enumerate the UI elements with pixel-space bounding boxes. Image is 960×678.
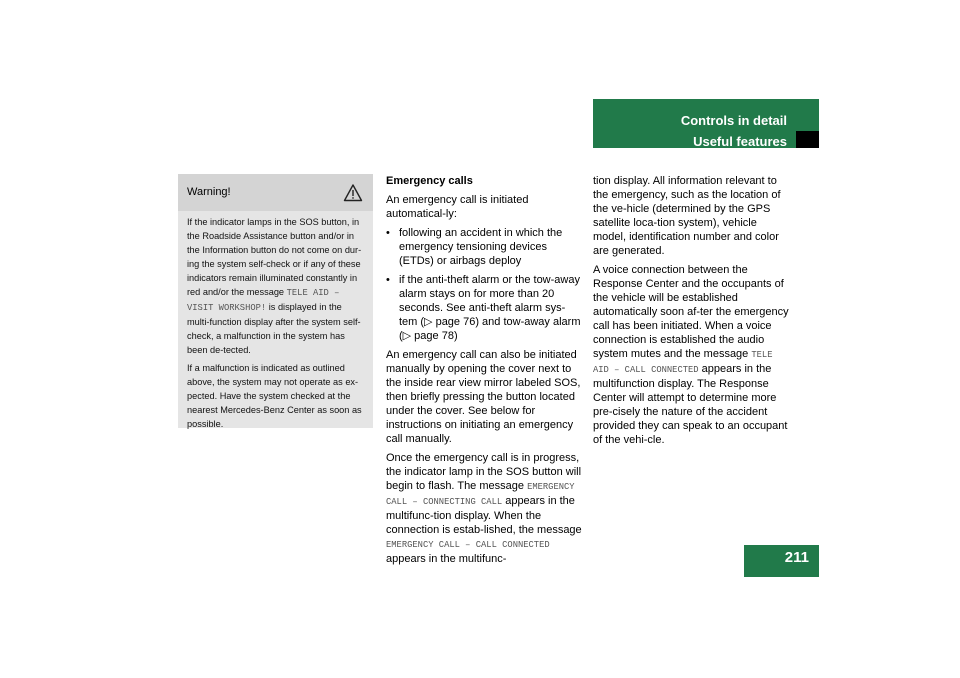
warning-header [178,174,373,211]
display-message: EMERGENCY CALL – CONNECTING CALL [386,482,575,507]
list-item [386,226,582,268]
display-message: TELE AID – VISIT WORKSHOP! [187,288,340,313]
warning-paragraph-2: If a malfunction is indicated as outlined above, the system may not operate as ex-pected. Have the system checked at the nearest Mercedes-Benz Center as soon as possible. [187,363,362,429]
paragraph [593,263,791,447]
list-item-text: if the anti-theft alarm or the tow-away alarm stays on for more than 20 seconds. See anti-theft alarm sys-tem (▷ page 76) and tow-away alarm (▷ page 78) [399,274,581,342]
paragraph-text: A voice connection between the Response Center and the occupants of the vehicle will be established automatically soon af-ter the emergency call has been initiated. When a voice connection is established the audio system mutes and the message [593,264,789,360]
paragraph-text: appears in the multifunc-tion display. When the connection is estab-lished, the message [386,495,582,536]
paragraph: An emergency call can also be initiated manually by opening the cover next to the inside rear view mirror labeled SOS, then briefly pressing the button located under the cover. See below for instructions on initiating an emergency call manually. [386,349,581,445]
bullet-dot-icon: • [386,274,390,286]
section-subtitle: Useful features [693,134,787,149]
paragraph-text: appears in the multifunc- [386,553,507,565]
paragraph: tion display. All information relevant to the emergency, such as the location of the ve-hicle (determined by the GPS satellite loca-tion system), vehicle model, identification number and color are generated. [593,175,781,257]
list-item-text: following an accident in which the emergency tensioning devices (ETDs) or airbags deploy [399,227,563,267]
paragraph: An emergency call is initiated automatical-ly: [386,194,529,220]
section-title: Controls in detail [680,113,787,128]
display-message: EMERGENCY CALL – CALL CONNECTED [386,540,550,550]
paragraph [386,451,582,566]
warning-text: is displayed in the multi-function display after the system self-check, a malfunction in the system has been de-tected. [187,302,361,355]
page-number-box [744,545,819,577]
paragraph-text: appears in the multifunction display. The Response Center will attempt to determine more pre-cisely the nature of the accident provided they can speak to an occupant of the vehi-cle. [593,363,788,446]
paragraph-text: Once the emergency call is in progress, the indicator lamp in the SOS button will begin to flash. The message [386,452,582,492]
header-marker [796,131,819,148]
list-item [386,273,582,343]
warning-text: If the indicator lamps in the SOS button, in the Roadside Assistance button and/or in the Information button do not come on dur-ing the system self-check or if any of these indicators remain illuminated constantly in red and/or the message [187,217,362,297]
emergency-calls-heading: Emergency calls [386,175,473,187]
warning-body [178,211,373,431]
warning-triangle-icon [343,183,363,203]
warning-title: Warning! [187,186,231,198]
text-column-middle [386,174,582,571]
warning-box [178,174,373,428]
text-column-right [593,174,791,452]
warning-paragraph-1 [187,215,366,357]
bullet-dot-icon: • [386,227,390,239]
section-header [593,99,819,148]
display-message: TELE AID – CALL CONNECTED [593,350,773,375]
page-number: 211 [784,549,809,566]
